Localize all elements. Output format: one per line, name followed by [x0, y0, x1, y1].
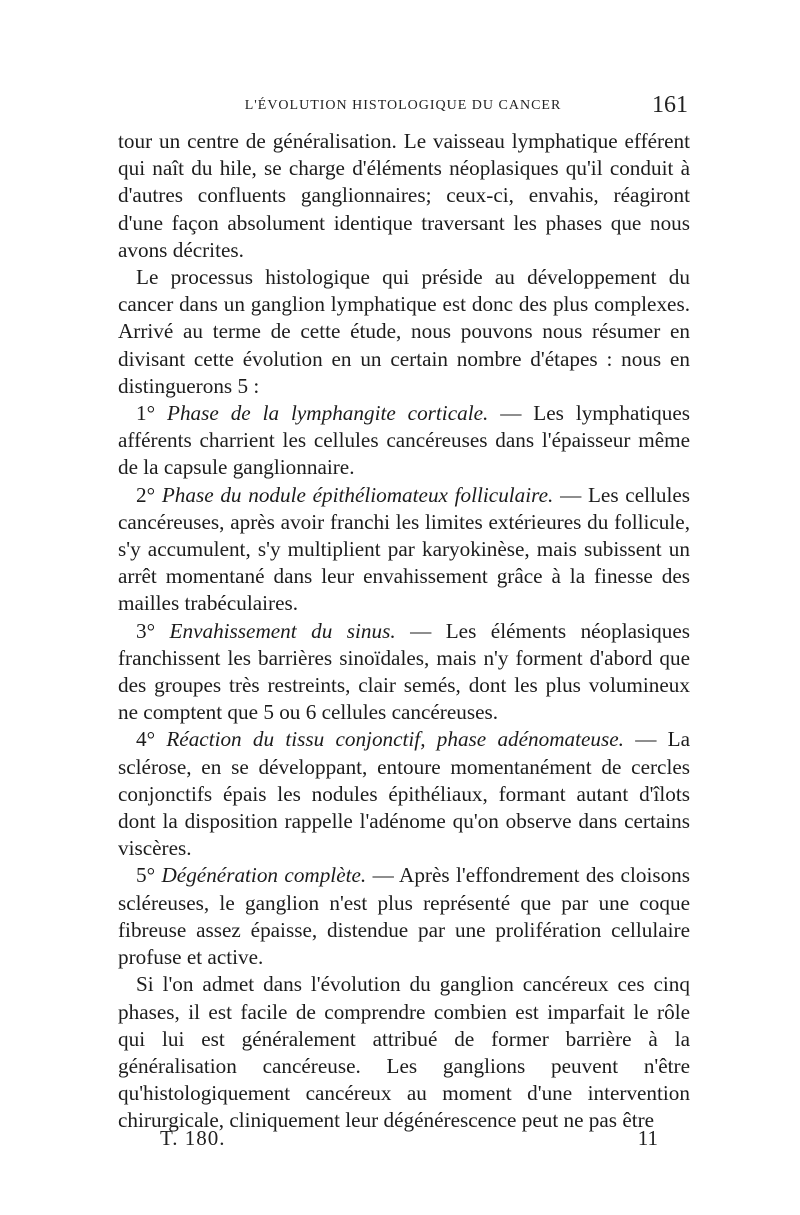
list-item	[118, 862, 690, 971]
list-item	[118, 726, 690, 862]
item-title: Phase de la lymphangite corticale.	[167, 401, 489, 426]
item-text: — Après l'effondrement des cloisons scléreuses, le ganglion n'est plus représenté que par une coque fibreuse assez épaisse, distendue par une prolifération cellulaire profuse et active.	[118, 863, 691, 970]
item-title: Dégénération complète.	[161, 863, 367, 888]
list-item	[118, 482, 690, 618]
item-text: — Les lymphatiques afférents charrient les cellules cancéreuses dans l'épaisseur même de la capsule ganglionnaire.	[118, 401, 690, 480]
body-text	[118, 128, 690, 1135]
item-number: 1°	[136, 401, 156, 426]
item-title: Réaction du tissu conjonctif, phase adénomateuse.	[166, 727, 624, 752]
page-header	[118, 92, 688, 126]
sheet-number: 11	[637, 1126, 658, 1150]
running-title: L'ÉVOLUTION HISTOLOGIQUE DU CANCER	[244, 98, 562, 113]
paragraph: Si l'on admet dans l'évolution du ganglion cancéreux ces cinq phases, il est facile de comprendre combien est imparfait le rôle qui lui est généralement attribué de former barrière à la généralisation cancéreuse. Les ganglions peuvent n'être qu'histologiquement cancéreux au moment d'une intervention chirurgicale, cliniquement leur dégénérescence peut ne pas être	[118, 972, 690, 1133]
item-text: — Les éléments néoplasiques franchissent les barrières sinoïdales, mais n'y forment d'abord que des groupes très restreints, clair semés, dont les plus volumineux ne comptent que 5 ou 6 cellules cancéreuses.	[118, 618, 691, 725]
item-number: 5°	[136, 863, 156, 888]
item-title: Phase du nodule épithéliomateux folliculaire.	[161, 482, 554, 507]
item-text: — La sclérose, en se développant, entoure momentanément de cercles conjonctifs épais les nodules épithéliaux, formant autant d'îlots dont la disposition rappelle l'adénome qu'on observe dans certains viscères.	[118, 727, 691, 861]
list-item	[118, 400, 690, 482]
paragraph: tour un centre de généralisation. Le vaisseau lymphatique efférent qui naît du hile, se charge d'éléments néoplasiques qu'il conduit à d'autres confluents ganglionnaires; ceux-ci, envahis, réagiront d'une façon absolument identique traversant les phases que nous avons décrites.	[118, 129, 690, 262]
item-number: 4°	[136, 727, 156, 752]
item-number: 2°	[136, 482, 156, 507]
page-footer	[118, 1126, 658, 1156]
paragraph: Le processus histologique qui préside au développement du cancer dans un ganglion lymphatique est donc des plus complexes. Arrivé au terme de cette étude, nous pouvons nous résumer en divisant cette évolution en un certain nombre d'étapes : nous en distinguerons 5 :	[118, 265, 690, 398]
item-title: Envahissement du sinus.	[169, 618, 396, 643]
list-item	[118, 618, 690, 727]
item-number: 3°	[136, 618, 156, 643]
item-text: — Les cellules cancéreuses, après avoir franchi les limites extérieures du follicule, s'y accumulent, s'y multiplient par karyokinèse, mais subissent un arrêt momentané dans leur envahissement grâce à la finesse des mailles trabéculaires.	[118, 482, 691, 616]
printer-signature: T. 180.	[160, 1126, 226, 1150]
page-number: 161	[652, 92, 688, 118]
